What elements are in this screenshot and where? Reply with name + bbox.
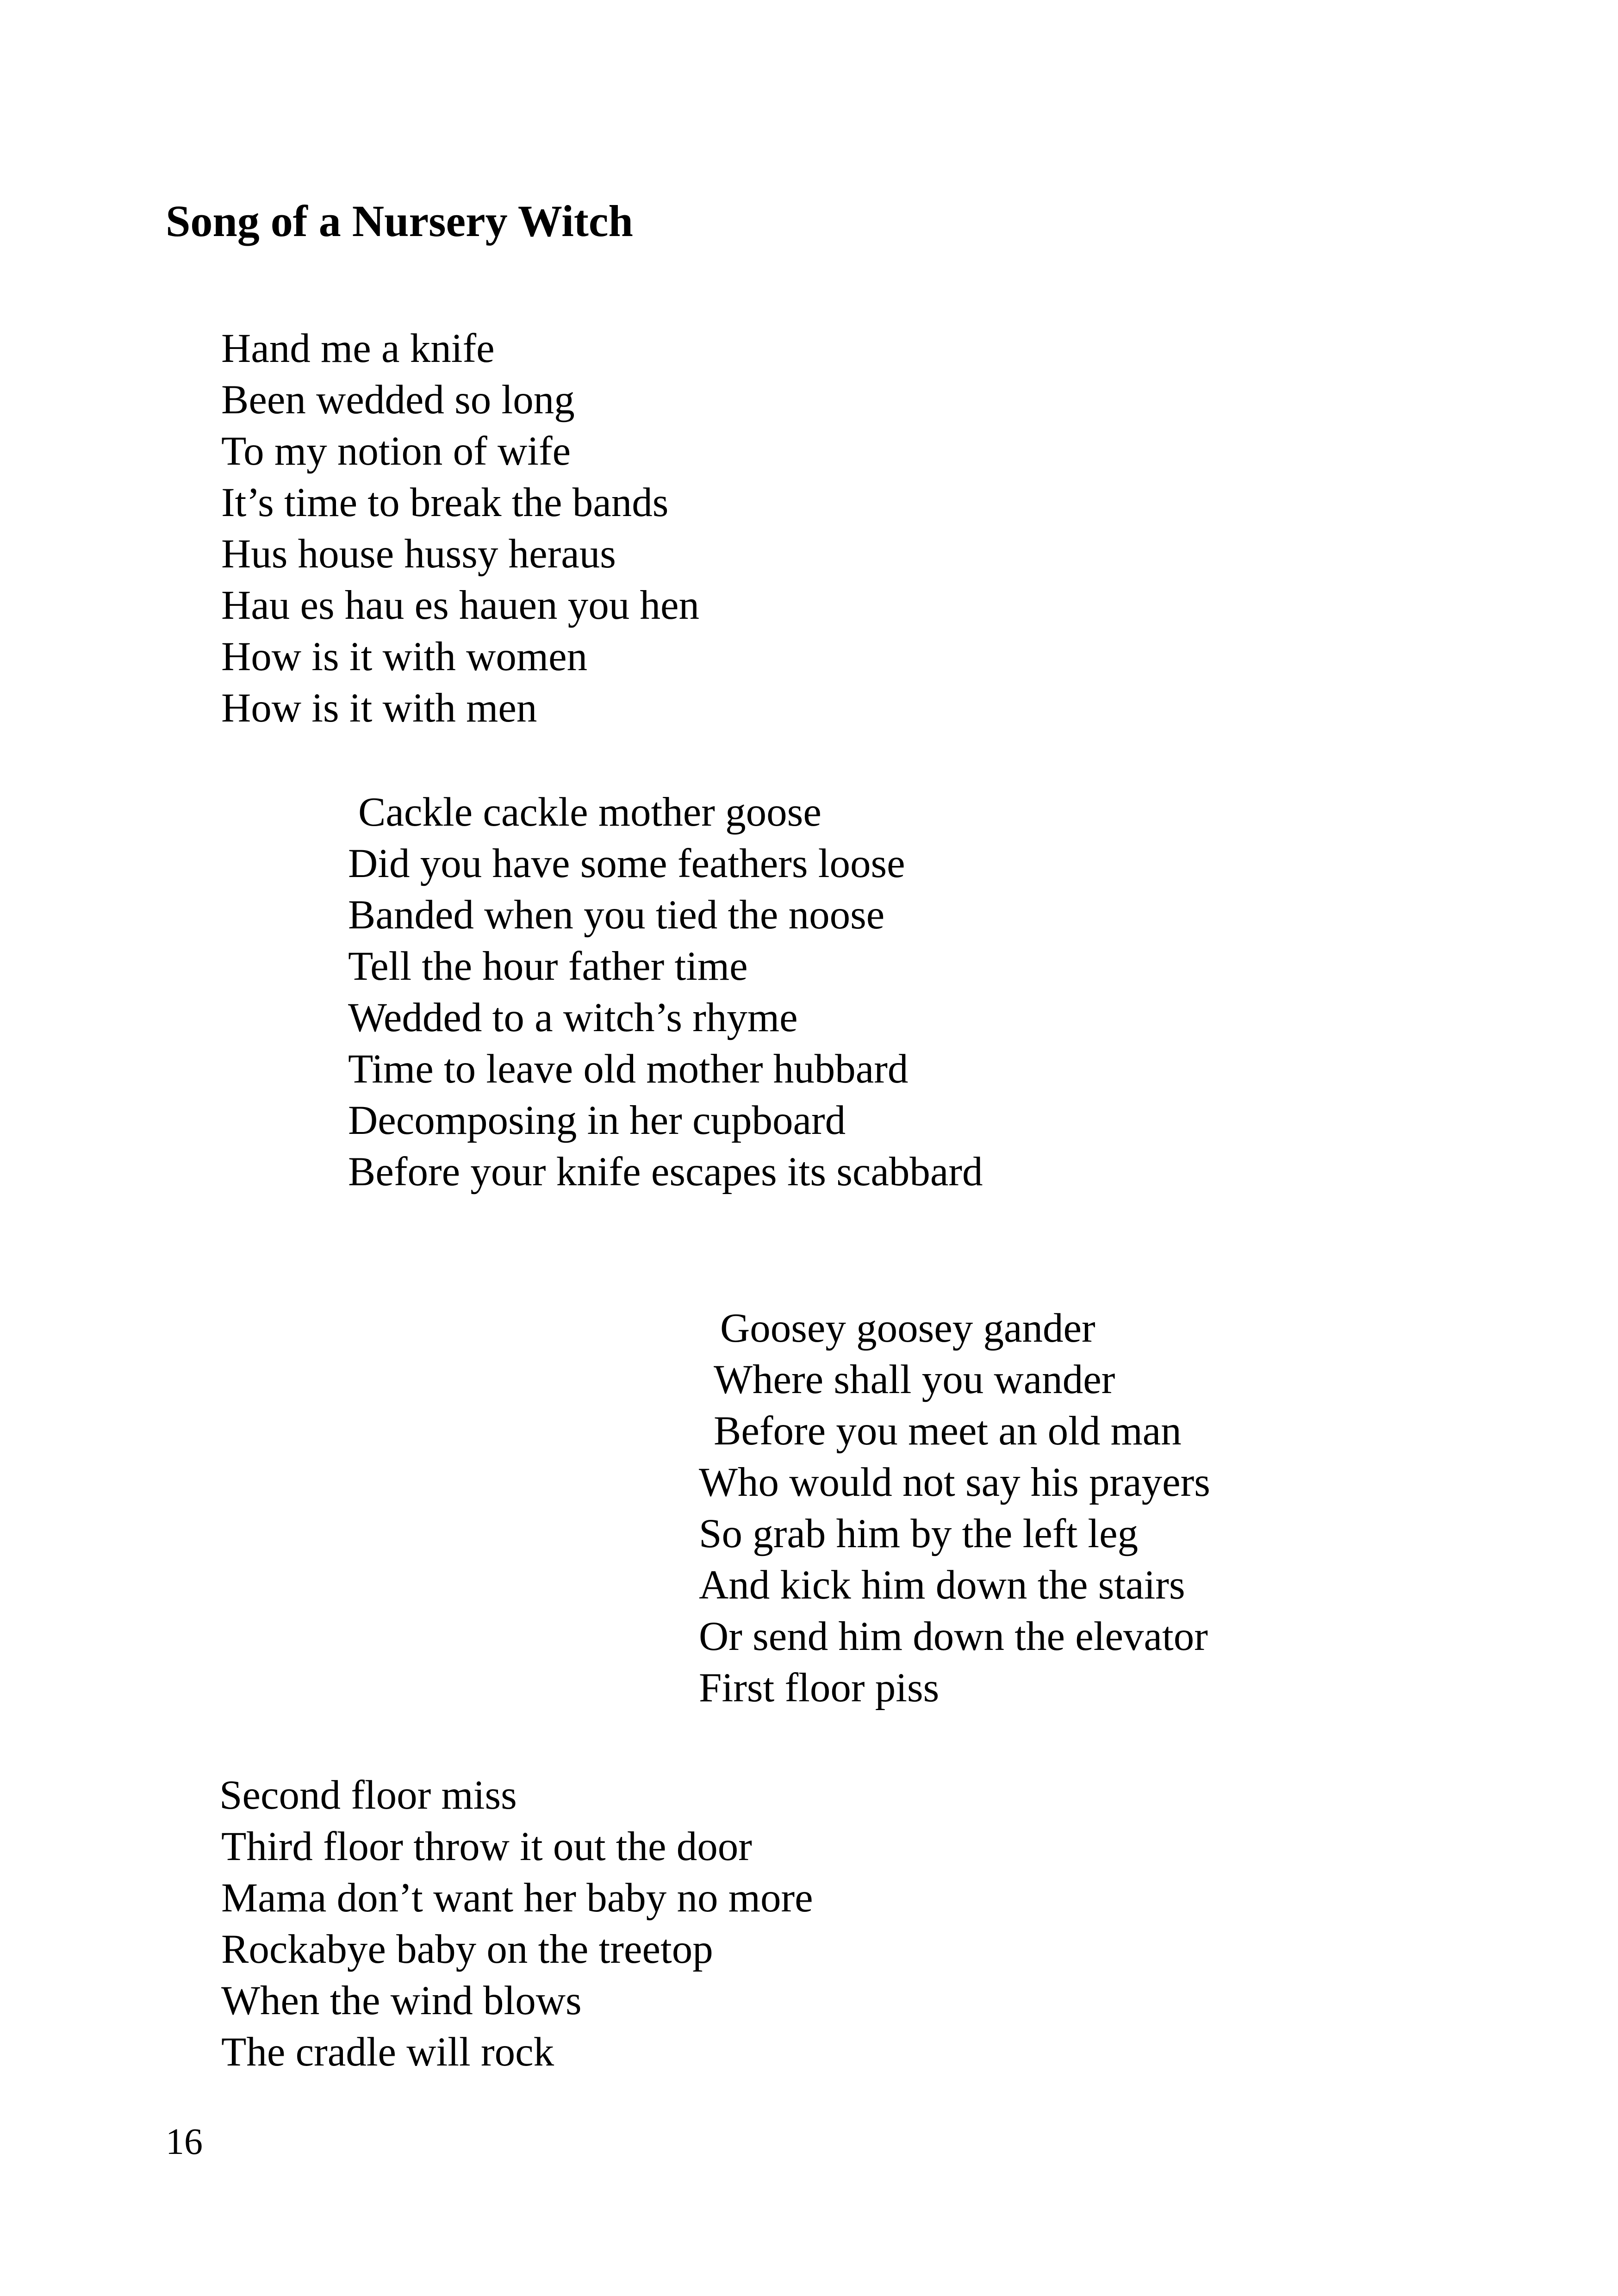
stanza-4	[219, 1770, 813, 2078]
poem-line: Who would not say his prayers	[699, 1460, 1210, 1505]
poem-line: It’s time to break the bands	[221, 480, 669, 525]
poem-line: Where shall you wander	[714, 1357, 1115, 1402]
poem-line: Hau es hau es hauen you hen	[221, 583, 700, 628]
poem-line: And kick him down the stairs	[699, 1562, 1185, 1608]
poem-line: Rockabye baby on the treetop	[221, 1927, 713, 1972]
poem-line: Before you meet an old man	[714, 1408, 1182, 1454]
stanza-3	[699, 1303, 1210, 1714]
poem-line: Second floor miss	[219, 1773, 517, 1818]
poem-line: Cackle cackle mother goose	[358, 790, 821, 835]
poem-line: How is it with women	[221, 634, 588, 679]
stanza-2	[348, 787, 983, 1198]
poem-line: Third floor throw it out the door	[221, 1824, 752, 1869]
poem-line: Before your knife escapes its scabbard	[348, 1149, 983, 1195]
poem-line: Hand me a knife	[221, 326, 495, 371]
poem-line: How is it with men	[221, 685, 537, 731]
poem-line: Goosey goosey gander	[720, 1306, 1095, 1351]
poem-line: Tell the hour father time	[348, 944, 748, 989]
poem-line: The cradle will rock	[221, 2029, 554, 2075]
poem-line: Hus house hussy heraus	[221, 531, 616, 577]
poem-line: Wedded to a witch’s rhyme	[348, 995, 798, 1040]
poem-line: Did you have some feathers loose	[348, 841, 905, 886]
stanza-1	[221, 323, 699, 734]
poem-title: Song of a Nursery Witch	[166, 196, 633, 246]
poem-line: Mama don’t want her baby no more	[221, 1875, 813, 1921]
poem-line: Time to leave old mother hubbard	[348, 1046, 909, 1092]
poem-line: Banded when you tied the noose	[348, 892, 885, 938]
poem-line: First floor piss	[699, 1665, 940, 1711]
page-number: 16	[166, 2122, 203, 2162]
poem-line: Or send him down the elevator	[699, 1614, 1208, 1659]
poem-line: Been wedded so long	[221, 377, 575, 423]
poem-line: Decomposing in her cupboard	[348, 1098, 846, 1143]
poem-line: To my notion of wife	[221, 429, 571, 474]
poem-line: When the wind blows	[221, 1978, 582, 2023]
poem-line: So grab him by the left leg	[699, 1511, 1139, 1556]
